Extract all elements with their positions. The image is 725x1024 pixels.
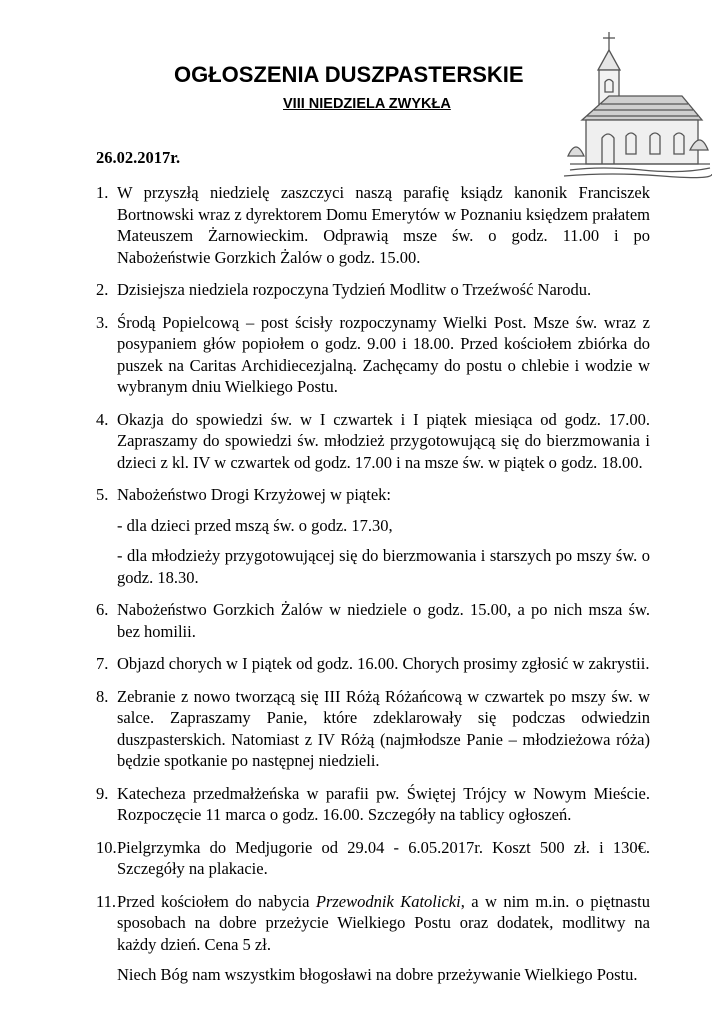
page-title: OGŁOSZENIA DUSZPASTERSKIE [174,62,524,87]
item-number: 4. [96,409,109,429]
list-item [96,653,650,675]
item-number: 3. [96,312,109,332]
item-text: Nabożeństwo Gorzkich Żalów w niedziele o godz. 15.00, a po nich msza św. bez homilii. [117,600,650,641]
item-number: 6. [96,600,109,619]
church-icon [562,30,712,180]
item-number: 8. [96,686,109,706]
closing-blessing: Niech Bóg nam wszystkim błogosławi na dobre przeżywanie Wielkiego Postu. [117,965,638,984]
sub-item: - dla młodzieży przygotowującej się do bierzmowania i starszych po mszy św. o godz. 18.30. [117,546,650,587]
publication-title: Przewodnik Katolicki [315,891,461,911]
date: 26.02.2017r. [96,148,181,167]
list-item [96,182,650,268]
item-number: 10. [96,837,117,857]
item-number: 7. [96,654,109,673]
item-text: Pielgrzymka do Medjugorie od 29.04 - 6.05.2017r. Koszt 500 zł. i 130€. Szczegóły na plakacie. [117,837,650,878]
sub-item: - dla dzieci przed mszą św. o godz. 17.30, [117,515,393,535]
item-text: Okazja do spowiedzi św. w I czwartek i I piątek miesiąca od godz. 17.00. Zapraszamy do spowiedzi św. młodzież przygotowującą się do bierzmowania i dzieci z kl. IV w czwartek od godz. 17.00 i na msze św. w piątek o godz. 18.00. [117,409,650,472]
list-item [96,312,650,398]
item-text: Objazd chorych w I piątek od godz. 16.00. Chorych prosimy zgłosić w zakrystii. [117,654,650,673]
item-text: W przyszłą niedzielę zaszczyci naszą parafię ksiądz kanonik Franciszek Bortnowski wraz z dyrektorem Domu Emerytów w Poznaniu księdzem prałatem Mateuszem Żarnowieckim. Odprawią msze św. o godz. 11.00 i po Nabożeństwie Gorzkich Żalów o godz. 15.00. [117,183,650,267]
item-text: Katecheza przedmałżeńska w parafii pw. Świętej Trójcy w Nowym Mieście. Rozpoczęcie 11 marca o godz. 16.00. Szczegóły na tablicy ogłoszeń. [117,783,650,824]
list-item [96,484,650,588]
item-number: 2. [96,280,109,299]
item-number: 5. [96,485,109,504]
item-number: 1. [96,183,109,202]
list-item [96,409,650,474]
list-item [96,279,650,301]
announcement-list [96,182,650,997]
item-text: Środą Popielcową – post ścisły rozpoczynamy Wielki Post. Msze św. wraz z posypaniem głów popiołem o godz. 9.00 i 18.00. Przed kościołem zbiórka do puszek na Caritas Archidiecezjalną. Zachęcamy do postu o chlebie i wodzie w wybranym dniu Wielkiego Postu. [117,312,650,396]
list-item [96,686,650,772]
list-item [96,891,650,986]
page-subtitle: VIII NIEDZIELA ZWYKŁA [283,96,451,112]
item-number: 9. [96,783,109,803]
item-text: Zebranie z nowo tworzącą się III Różą Różańcową w czwartek po mszy św. w salce. Zapraszamy Panie, które zdeklarowały się podczas odwiedzin duszpasterskich. Natomiast z IV Różą (najmłodsze Panie – młodzieżowa róża) będzie spotkanie po następnej niedzieli. [117,686,650,770]
item-number: 11. [96,891,117,911]
item-text: Nabożeństwo Drogi Krzyżowej w piątek: [117,485,391,504]
list-item [96,837,650,880]
item-text-after: , a w nim m.in. o piętnastu sposobach na dobre przeżycie Wielkiego Postu oraz dodatek, modlitwy na każdy dzień. Cena 5 zł. [117,891,650,954]
list-item [96,783,650,826]
list-item [96,599,650,642]
item-text: Dzisiejsza niedziela rozpoczyna Tydzień Modlitw o Trzeźwość Narodu. [117,280,592,299]
item-text-before: Przed kościołem do nabycia [117,891,316,911]
